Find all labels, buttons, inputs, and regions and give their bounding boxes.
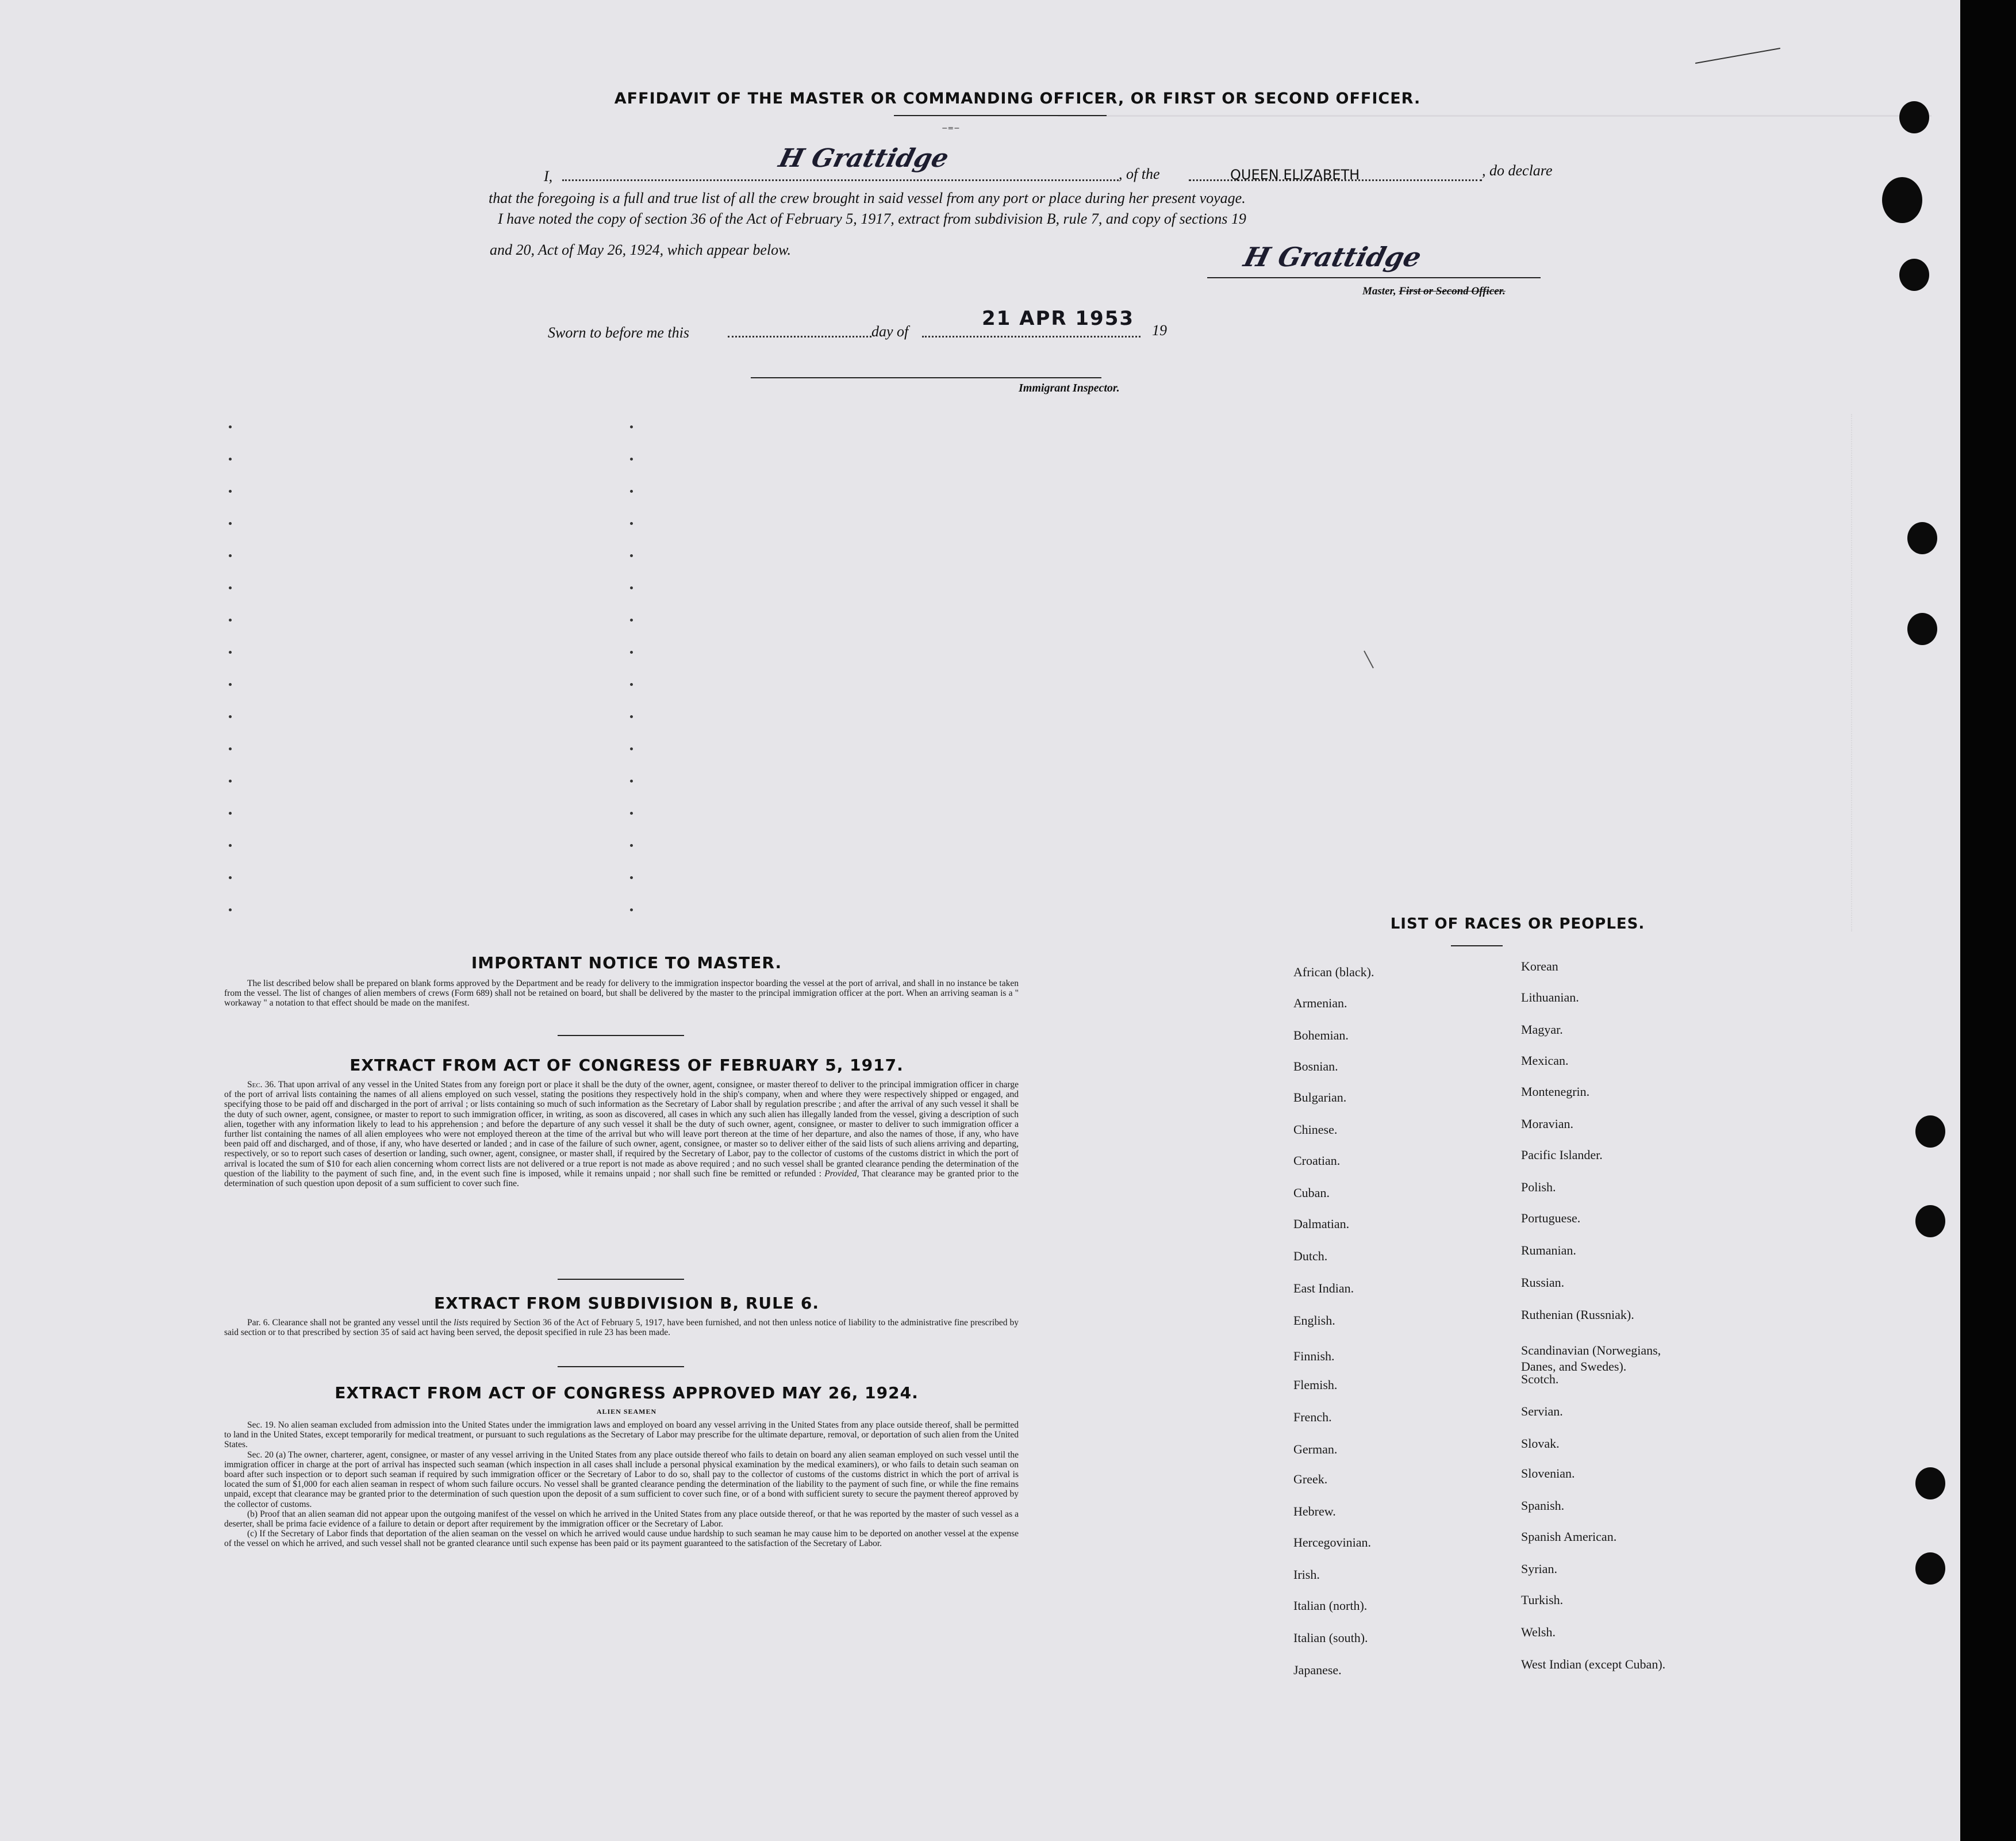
race-item-left: English. [1293,1313,1335,1328]
margin-dot [630,747,633,750]
margin-dot [229,554,232,557]
races-title-underline [1451,945,1503,946]
race-item-right: Magyar. [1521,1022,1563,1037]
race-item-right: Servian. [1521,1404,1563,1418]
race-item-right: Ruthenian (Russniak). [1521,1307,1634,1322]
margin-dot [630,715,633,718]
race-item-left: French. [1293,1410,1332,1424]
margin-dot [630,908,633,911]
sec-19-text: Sec. 19. No alien seaman excluded from admission into the United States under the immigration laws and employed on board any vessel arriving in the United States from any place outside thereof, shall be permitted to land in the United States, except temporarily for medical treatment, or pursuant to such regulations as the Secretary of Labor may prescribe for the ultimate departure, removal, or deportation of such alien from the United States. [224,1420,1019,1450]
margin-dot [229,715,232,718]
margin-dot [229,425,232,428]
sworn-date-line [922,336,1141,337]
margin-dot [229,908,232,911]
name-line [562,179,1119,181]
race-item-left: German. [1293,1442,1338,1456]
stray-mark [1695,48,1780,64]
race-item-left: East Indian. [1293,1281,1354,1295]
sec-20c-text: (c) If the Secretary of Labor finds that deportation of the alien seaman on the vessel on which he arrived would cause undue hardship to such seaman he may cause him to be deported on another vessel at the expense of the vessel on which he arrived, and such vessel shall not be granted clearance until such expense has been paid or its payment guaranteed to the satisfaction of the Secretary of Labor. [224,1529,1019,1549]
affidavit-line-3: and 20, Act of May 26, 1924, which appear below. [490,241,792,258]
race-item-right: Polish. [1521,1180,1556,1194]
margin-dot [229,458,232,461]
race-item-left: Chinese. [1293,1122,1338,1137]
punch-hole [1915,1115,1945,1148]
race-item-left: Greek. [1293,1472,1328,1486]
race-item-left: Italian (south). [1293,1631,1368,1645]
race-item-right: West Indian (except Cuban). [1521,1657,1666,1671]
master-label-row [1362,285,1506,298]
affidavit-line-1: that the foregoing is a full and true list of all the crew brought in said vessel from any port or place during her present voyage. [489,190,1246,206]
punch-hole [1915,1205,1945,1237]
punch-hole [1899,259,1929,291]
margin-dot [630,780,633,783]
punch-hole [1882,177,1922,223]
par-6-text-a: Clearance shall not be granted any vessel until the [272,1318,452,1328]
margin-dot [630,876,633,879]
race-item-right: Scotch. [1521,1372,1559,1386]
do-declare-label: , do declare [1482,162,1553,179]
race-item-right: Korean [1521,959,1558,973]
race-item-left: Cuban. [1293,1186,1330,1200]
margin-dot [630,522,633,525]
race-item-left: Japanese. [1293,1663,1342,1677]
small-mark: ⁻⁼⁻ [942,124,960,137]
sworn-label: Sworn to before me this [548,324,690,341]
race-item-left: Bohemian. [1293,1028,1349,1042]
i-label: I, [544,168,553,185]
extract-1924-block [224,1420,1019,1549]
race-item-left: Flemish. [1293,1378,1338,1392]
margin-dot [630,586,633,589]
divider [558,1035,684,1036]
margin-dot [229,812,232,815]
year-suffix: 19 [1152,322,1167,339]
inspector-label: Immigrant Inspector. [1019,382,1120,394]
title-underline [894,115,1107,116]
struck-officer-label: First or Second Officer. [1399,285,1506,297]
sec-36-body: That upon arrival of any vessel in the United States from any foreign port or place it shall be the duty of the owner, agent, consignee, or master thereof to deliver to the principal immigration officer in charge of the port of arrival lists containing the names of all aliens employed on such vessel, stating the positions they respectively hold in the ship's company, when and where they were respectively shipped or engaged, and specifying those to be paid off and discharged in the port of arrival ; or lists containing so much of such information as the Secretary of Labor shall by regulation prescribe ; and after the arrival of any such vessel it shall be the duty of such owner, agent, consignee, or master to report to such immigration officer, in writing, as soon as discovered, all cases in which any such alien has illegally landed from the vessel, giving a description of such alien, together with any information likely to lead to his apprehension ; and before the departure of any such vessel it shall be the duty of such owner, agent, consignee, or master to deliver to such immigration officer a further list containing the names of all alien employees who were not employed thereon at the time of the arrival but who will leave port thereon at the time of her departure, and also the names of those, if any, who have been paid off and discharged, and of those, if any, who have deserted or landed ; and in case of the failure of such owner, agent, consignee, or master so to deliver either of the said lists of such aliens arriving and departing, respectively, or so to report such cases of desertion or landing, such owner, agent, consignee, or master shall, if required by the Secretary of Labor, pay to the collector of customs of the customs district in which the port of arrival is located the sum of $10 for each alien concerning whom correct lists are not delivered or a true report is not made as above required ; and no such vessel shall be granted clearance pending the determination of the question of the liability to the payment of such fine, and, in the event such fine is imposed, while it remains unpaid ; nor shall such fine be remitted or refunded : [224,1080,1019,1179]
punch-hole [1915,1467,1945,1499]
race-item-left: Irish. [1293,1567,1320,1582]
margin-dot [229,619,232,622]
master-label: Master, [1362,285,1396,297]
margin-dot [630,554,633,557]
race-item-right: Rumanian. [1521,1243,1576,1257]
lists-word: lists [454,1318,469,1328]
race-item-right: Slovenian. [1521,1466,1575,1481]
margin-dot [229,780,232,783]
margin-dot [630,425,633,428]
margin-dot [630,458,633,461]
race-item-right: Pacific Islander. [1521,1148,1603,1162]
margin-dot [229,490,232,493]
margin-dot [630,844,633,847]
race-item-right: Portuguese. [1521,1211,1581,1225]
race-item-right: Montenegrin. [1521,1084,1590,1099]
race-item-right: Moravian. [1521,1117,1574,1131]
date-stamp: 21 APR 1953 [982,307,1135,330]
notice-block [224,979,1019,1008]
race-item-left: Finnish. [1293,1349,1335,1363]
race-item-right: Welsh. [1521,1625,1556,1639]
scandinavian-continuation: Danes, and Swedes). [1521,1359,1627,1374]
race-item-left: Dutch. [1293,1249,1328,1263]
race-item-left: Hercegovinian. [1293,1535,1371,1549]
punch-hole [1899,101,1929,133]
subdivision-text [224,1318,1019,1337]
of-the-label: , of the [1119,166,1160,182]
master-signature-line [1207,277,1541,278]
inspector-line [751,377,1101,378]
sworn-day-line [728,336,871,337]
race-item-right: Russian. [1521,1275,1565,1290]
margin-dot [630,812,633,815]
proviso-text: That clearance may be granted prior to the determination of such question upon deposit of a sum sufficient to cover such fine. [224,1168,1019,1189]
extract-1917-title: EXTRACT FROM ACT OF CONGRESS OF FEBRUARY 5, 1917. [350,1056,904,1075]
margin-dot [229,586,232,589]
extract-1924-title: EXTRACT FROM ACT OF CONGRESS APPROVED MAY 26, 1924. [335,1383,919,1402]
bleed-through-text [1058,115,1943,908]
race-item-left: Bosnian. [1293,1059,1338,1073]
divider [558,1279,684,1280]
race-item-right: Mexican. [1521,1053,1569,1068]
margin-dot [630,619,633,622]
race-item-right: Turkish. [1521,1593,1564,1607]
punch-hole [1907,522,1937,554]
margin-dot [630,651,633,654]
notice-title: IMPORTANT NOTICE TO MASTER. [471,953,782,972]
race-item-left: Armenian. [1293,996,1347,1010]
punch-hole [1907,613,1937,645]
master-signature: H Grattidge [1241,241,1425,273]
affidavit-line-2: I have noted the copy of section 36 of the Act of February 5, 1917, extract from subdivision B, rule 7, and copy of sections 19 [498,210,1246,227]
race-item-left: African (black). [1293,965,1374,979]
margin-dot [229,747,232,750]
race-item-left: Hebrew. [1293,1504,1336,1518]
par-6-label: Par. 6. [247,1318,270,1328]
race-item-right: Spanish. [1521,1498,1565,1513]
race-item-left: Italian (north). [1293,1598,1368,1613]
divider [558,1366,684,1367]
margin-dot [630,683,633,686]
alien-seamen-subtitle: ALIEN SEAMEN [596,1407,657,1416]
margin-dot [229,522,232,525]
margin-dot [229,683,232,686]
signer-signature: H Grattidge [775,144,952,173]
subdivision-block [224,1318,1019,1337]
punch-hole [1915,1552,1945,1585]
sec-36-label: Sec. 36. [247,1080,277,1090]
vessel-name: QUEEN ELIZABETH [1230,167,1360,183]
day-of-label: day of [871,323,909,340]
race-item-left: Croatian. [1293,1153,1341,1168]
par-6-text-b: required by Section 36 of the Act of February 5, 1917, have been furnished, and not then unless notice of liability to the administrative fine prescribed by said section or to that prescribed by section 35 of said act having been served, the deposit specified in rule 23 has been made. [224,1318,1019,1338]
race-item-left: Dalmatian. [1293,1217,1350,1231]
sec-20b-text: (b) Proof that an alien seaman did not appear upon the outgoing manifest of the vessel on which he arrived in the United States from any place outside thereof, or that he was reported by the master of such vessel as a deserter, shall be prima facie evidence of a failure to detain or deport after requirement by the immigration officer or the Secretary of Labor. [224,1509,1019,1529]
race-item-right: Lithuanian. [1521,990,1579,1004]
extract-1917-text [224,1080,1019,1188]
proviso-label: Provided, [824,1168,859,1179]
margin-dot [229,844,232,847]
race-item-left: Bulgarian. [1293,1090,1347,1104]
margin-dot [630,490,633,493]
scan-border [1960,0,2016,1841]
race-item-right: Scandinavian (Norwegians, [1521,1343,1661,1357]
notice-text: The list described below shall be prepared on blank forms approved by the Department and be ready for delivery to the immigration inspector boarding the vessel at the port of arrival, and shall in no instance be taken from the vessel. The list of changes of alien members of crews (Form 689) shall not be retained on board, but shall be delivered by the master to the principal immigration officer at the port. When an arriving seaman is a " workaway " a notation to that effect should be made on the manifest. [224,979,1019,1008]
extract-1917-block [224,1080,1019,1188]
race-item-right: Spanish American. [1521,1529,1617,1544]
subdivision-title: EXTRACT FROM SUBDIVISION B, RULE 6. [434,1294,819,1313]
affidavit-title: AFFIDAVIT OF THE MASTER OR COMMANDING OFFICER, OR FIRST OR SECOND OFFICER. [614,90,1421,108]
races-title: LIST OF RACES OR PEOPLES. [1390,915,1645,933]
margin-dot [229,876,232,879]
race-item-right: Slovak. [1521,1436,1560,1451]
sec-20a-text: Sec. 20 (a) The owner, charterer, agent, consignee, or master of any vessel arriving in the United States from any place outside thereof who fails to detain on board any alien seaman employed on such vessel until the immigration officer in charge at the port of arrival has inspected such seaman (which inspection in all cases shall include a personal physical examination by the medical examiners), or who fails to detain such seaman on board after such inspection or to deport such seaman if required by such immigration officer or the Secretary of Labor to do so, shall pay to the collector of customs of the customs district in which the port of arrival is located the sum of $1,000 for each alien seaman in respect of whom such failure occurs. No vessel shall be granted clearance pending the determination of the liability to the payment of such fine, or while the fine remains unpaid, except that clearance may be granted prior to the determination of such question upon the deposit of a sum sufficient to cover such fine, or of a bond with sufficient surety to secure the payment thereof approved by the collector of customs. [224,1449,1019,1509]
margin-dot [229,651,232,654]
race-item-right: Syrian. [1521,1562,1557,1576]
